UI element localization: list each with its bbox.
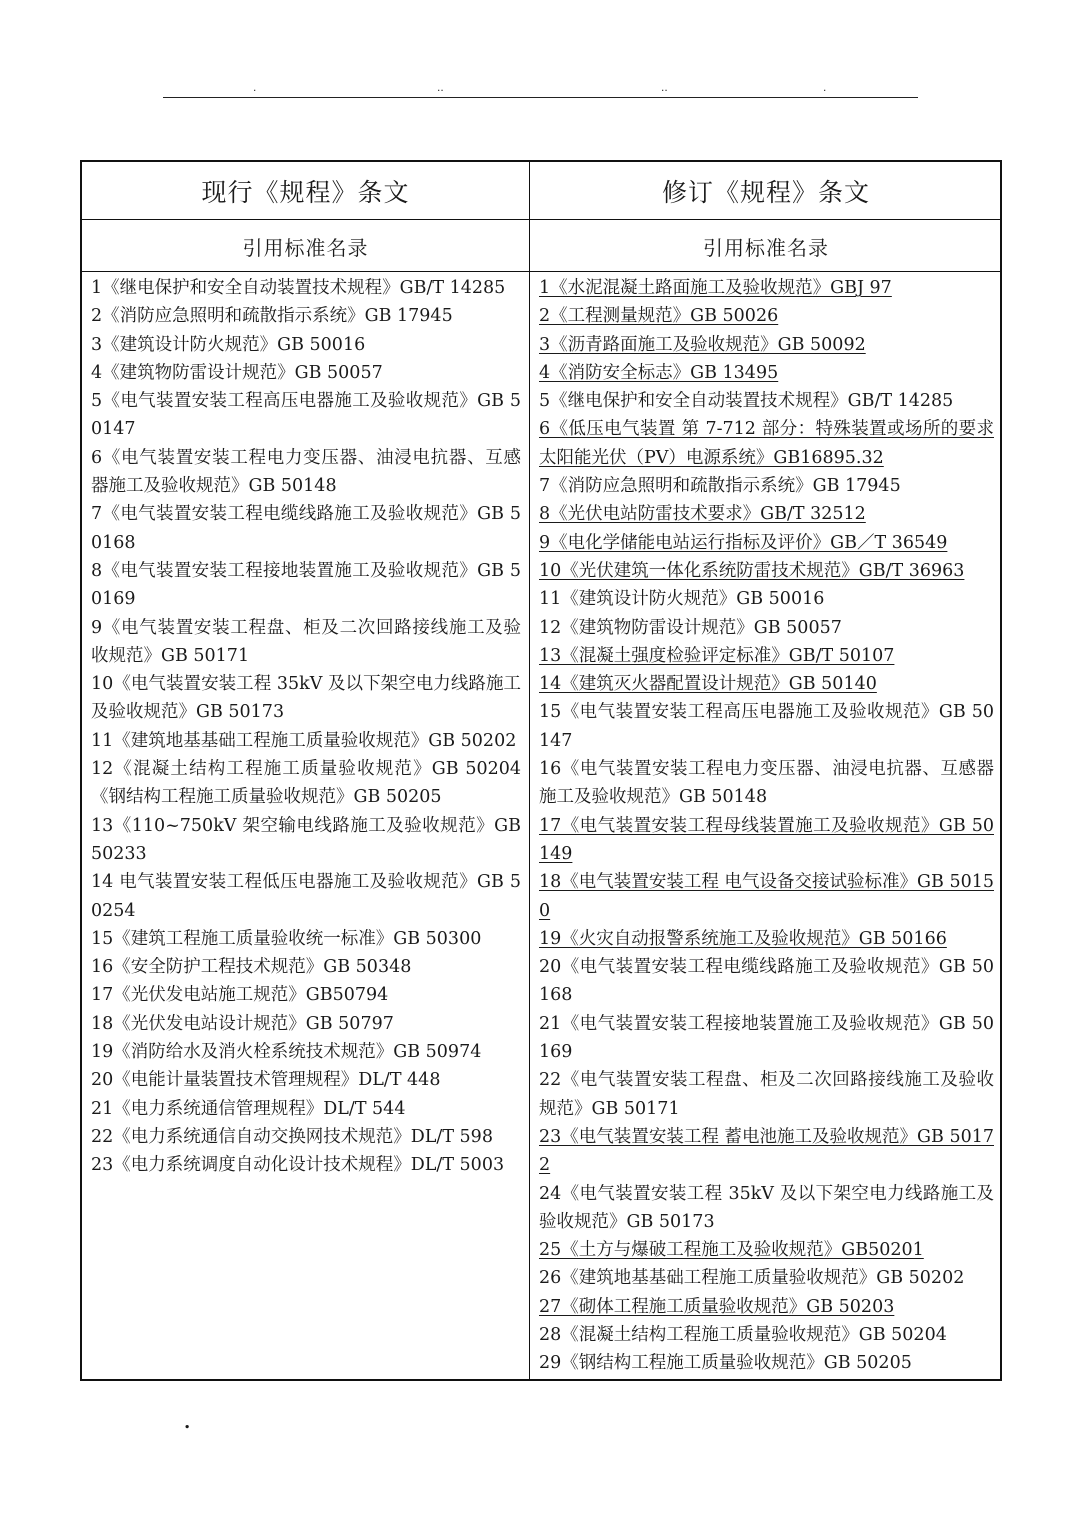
revised-reference-item (539, 1349, 994, 1377)
header-rule (163, 97, 918, 98)
current-reference-list (91, 274, 521, 1180)
revised-reference-text: 28《混凝土结构工程施工质量验收规范》GB 50204 (539, 1324, 947, 1345)
current-reference-item: 10《电气装置安装工程 35kV 及以下架空电力线路施工及验收规范》GB 50173 (91, 674, 521, 723)
revised-reference-text: 23《电气装置安装工程 蓄电池施工及验收规范》GB 50172 (539, 1126, 994, 1176)
revised-reference-text: 8《光伏电站防雷技术要求》GB/T 32512 (539, 504, 866, 525)
revised-reference-text: 12《建筑物防雷设计规范》GB 50057 (539, 617, 842, 638)
revised-reference-text: 5《继电保护和安全自动装置技术规程》GB/T 14285 (539, 391, 954, 412)
current-reference-item: 23《电力系统调度自动化设计技术规程》DL/T 5003 (91, 1155, 505, 1176)
revised-reference-item-new (539, 529, 994, 557)
revised-reference-text: 11《建筑设计防火规范》GB 50016 (539, 589, 825, 610)
revised-reference-item-new (539, 868, 994, 925)
current-reference-item: 11《建筑地基基础工程施工质量验收规范》GB 50202 (91, 730, 517, 751)
current-clause-header: 现行《规程》条文 (201, 178, 410, 207)
revised-reference-item-new (539, 812, 994, 869)
current-reference-item: 12《混凝土结构工程施工质量验收规范》GB 50204《钢结构工程施工质量验收规范》GB 50205 (91, 759, 521, 808)
current-reference-item: 7《电气装置安装工程电缆线路施工及验收规范》GB 50168 (91, 504, 521, 553)
header-mark-4: . (823, 80, 827, 94)
current-reference-item: 14 电气装置安装工程低压电器施工及验收规范》GB 50254 (91, 872, 521, 921)
current-reference-item: 13《110~750kV 架空输电线路施工及验收规范》GB 50233 (91, 815, 521, 864)
revised-reference-item-new (539, 415, 994, 472)
revised-reference-item-new (539, 1293, 994, 1321)
revised-reference-item (539, 755, 994, 812)
current-reference-item: 18《光伏发电站设计规范》GB 50797 (91, 1013, 394, 1034)
revised-reference-text: 10《光伏建筑一体化系统防雷技术规范》GB/T 36963 (539, 560, 965, 581)
revised-reference-text: 27《砌体工程施工质量验收规范》GB 50203 (539, 1296, 895, 1317)
current-reference-item: 22《电力系统通信自动交换网技术规范》DL/T 598 (91, 1126, 493, 1147)
revised-reference-item (539, 953, 994, 1010)
revised-reference-text: 16《电气装置安装工程电力变压器、油浸电抗器、互感器施工及验收规范》GB 50148 (539, 759, 994, 808)
revised-reference-text: 2《工程测量规范》GB 50026 (539, 306, 779, 327)
revised-reference-item-new (539, 500, 994, 528)
revised-reference-text: 21《电气装置安装工程接地装置施工及验收规范》GB 50169 (539, 1013, 994, 1063)
revised-reference-item (539, 1321, 994, 1349)
revised-reference-text: 18《电气装置安装工程 电气设备交接试验标准》GB 50150 (539, 872, 994, 921)
revised-reference-item-new (539, 274, 994, 302)
current-reference-item: 20《电能计量装置技术管理规程》DL/T 448 (91, 1070, 441, 1091)
current-reference-item: 6《电气装置安装工程电力变压器、油浸电抗器、互感器施工及验收规范》GB 50148 (91, 447, 521, 497)
revised-reference-text: 1《水泥混凝土路面施工及验收规范》GBJ 97 (539, 278, 892, 298)
revised-reference-item (539, 585, 994, 613)
revised-reference-item-new (539, 359, 994, 387)
revised-reference-text: 20《电气装置安装工程电缆线路施工及验收规范》GB 50168 (539, 957, 994, 1006)
header-mark-3: .. (661, 80, 668, 94)
revised-reference-item-new (539, 1123, 994, 1180)
current-reference-item: 17《光伏发电站施工规范》GB50794 (91, 985, 389, 1006)
revised-reference-item (539, 1010, 994, 1067)
revised-reference-text: 14《建筑灭火器配置设计规范》GB 50140 (539, 674, 877, 695)
current-reference-item: 8《电气装置安装工程接地装置施工及验收规范》GB 50169 (91, 560, 521, 610)
revised-reference-item (539, 698, 994, 755)
current-reference-item: 16《安全防护工程技术规范》GB 50348 (91, 957, 412, 978)
revised-reference-item (539, 614, 994, 642)
revised-reference-item-new (539, 925, 994, 953)
current-reference-item: 15《建筑工程施工质量验收统一标准》GB 50300 (91, 928, 482, 949)
current-reference-item: 5《电气装置安装工程高压电器施工及验收规范》GB 50147 (91, 391, 521, 440)
revised-references-subheader: 引用标准名录 (703, 235, 829, 260)
current-reference-item: 9《电气装置安装工程盘、柜及二次回路接线施工及验收规范》GB 50171 (91, 617, 521, 666)
revised-reference-text: 15《电气装置安装工程高压电器施工及验收规范》GB 50147 (539, 702, 994, 751)
current-reference-item: 1《继电保护和安全自动装置技术规程》GB/T 14285 (91, 278, 506, 298)
header-mark-1: . (253, 80, 257, 94)
column-divider (529, 162, 530, 1379)
revised-reference-item (539, 1066, 994, 1123)
comparison-table (80, 160, 1002, 1381)
revised-reference-text: 13《混凝土强度检验评定标准》GB/T 50107 (539, 645, 895, 666)
revised-reference-text: 29《钢结构工程施工质量验收规范》GB 50205 (539, 1353, 912, 1374)
revised-reference-item-new (539, 331, 994, 359)
revised-reference-item-new (539, 1236, 994, 1264)
revised-reference-list (539, 274, 994, 1378)
current-reference-item: 2《消防应急照明和疏散指示系统》GB 17945 (91, 306, 453, 327)
revised-reference-text: 6《低压电气装置 第 7-712 部分：特殊装置或场所的要求 太阳能光伏（PV）电源系统》GB16895.32 (539, 419, 994, 468)
revised-reference-text: 9《电化学储能电站运行指标及评价》GB／T 36549 (539, 532, 948, 553)
revised-reference-item (539, 1180, 994, 1237)
current-reference-item: 21《电力系统通信管理规程》DL/T 544 (91, 1098, 406, 1119)
header-mark-2: .. (437, 80, 444, 94)
current-reference-item: 3《建筑设计防火规范》GB 50016 (91, 334, 366, 355)
revised-reference-item (539, 1264, 994, 1292)
footer-mark: . (184, 1412, 191, 1433)
revised-reference-item-new (539, 670, 994, 698)
revised-reference-text: 7《消防应急照明和疏散指示系统》GB 17945 (539, 476, 901, 497)
revised-reference-text: 17《电气装置安装工程母线装置施工及验收规范》GB 50149 (539, 815, 994, 864)
current-reference-item: 19《消防给水及消火栓系统技术规范》GB 50974 (91, 1042, 482, 1063)
revised-reference-text: 24《电气装置安装工程 35kV 及以下架空电力线路施工及验收规范》GB 50173 (539, 1183, 994, 1232)
revised-reference-text: 4《消防安全标志》GB 13495 (539, 362, 779, 383)
revised-clause-header: 修订《规程》条文 (661, 178, 870, 207)
revised-reference-item-new (539, 302, 994, 330)
revised-reference-text: 19《火灾自动报警系统施工及验收规范》GB 50166 (539, 928, 947, 949)
revised-reference-text: 22《电气装置安装工程盘、柜及二次回路接线施工及验收规范》GB 50171 (539, 1070, 994, 1119)
revised-reference-text: 3《沥青路面施工及验收规范》GB 50092 (539, 334, 866, 355)
revised-reference-item (539, 472, 994, 500)
revised-reference-text: 26《建筑地基基础工程施工质量验收规范》GB 50202 (539, 1268, 965, 1289)
current-reference-item: 4《建筑物防雷设计规范》GB 50057 (91, 362, 383, 383)
revised-reference-item-new (539, 557, 994, 585)
revised-reference-text: 25《土方与爆破工程施工及验收规范》GB50201 (539, 1240, 924, 1261)
revised-reference-item (539, 387, 994, 415)
revised-reference-item-new (539, 642, 994, 670)
current-references-subheader: 引用标准名录 (242, 235, 369, 260)
